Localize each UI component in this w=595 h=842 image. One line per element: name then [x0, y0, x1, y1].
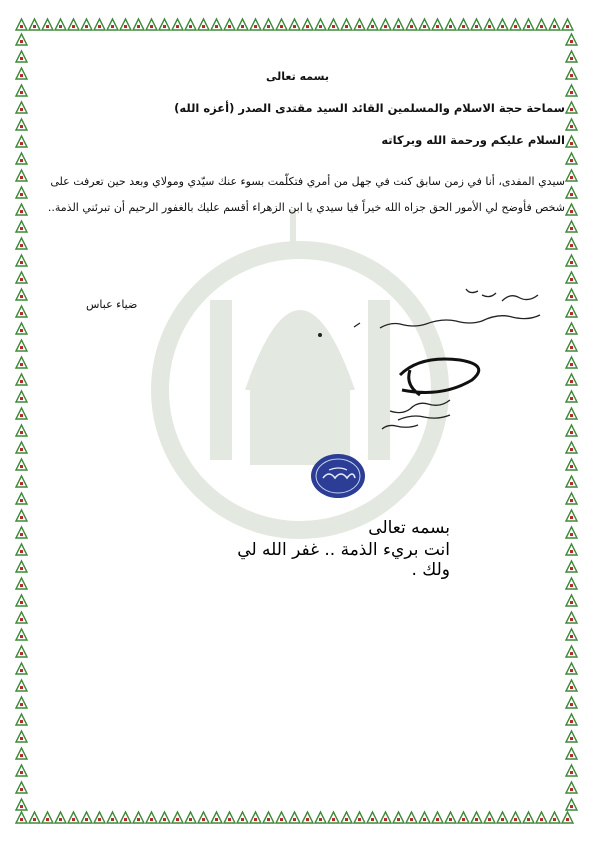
border-left — [14, 16, 30, 826]
reply-text: انت بريء الذمة .. غفر الله لي ولك . — [237, 540, 450, 580]
border-top — [14, 16, 579, 32]
letter-salutation: بسمه تعالى — [266, 70, 329, 83]
border-right — [563, 16, 579, 826]
letter-greeting: السلام عليكم ورحمة الله وبركاته — [381, 133, 565, 147]
letter-text: سيدي المفدى، أنا في زمن سابق كنت في جهل من أمري فتكلّمت بسوء عنك سيّدي ومولاي وبعد حين تعرفت على شخص فأوضح لي الأمور الحق جزاه الله خيراً فيا سيدي يا ابن الزهراء أقسم عليك بالغفور الرحيم أن تبرئني الذمة.. — [47, 175, 565, 214]
letter-body — [30, 70, 565, 221]
border-bottom — [14, 810, 579, 826]
reply-note — [210, 518, 450, 580]
signer-name: ضياء عباس — [86, 298, 138, 311]
handwritten-signature — [300, 285, 560, 445]
official-seal — [309, 452, 367, 500]
letter-addressee: سماحة حجة الاسلام والمسلمين القائد السيد مقتدى الصدر (أعزه الله) — [174, 101, 565, 115]
reply-salutation: بسمه تعالى — [368, 518, 450, 538]
